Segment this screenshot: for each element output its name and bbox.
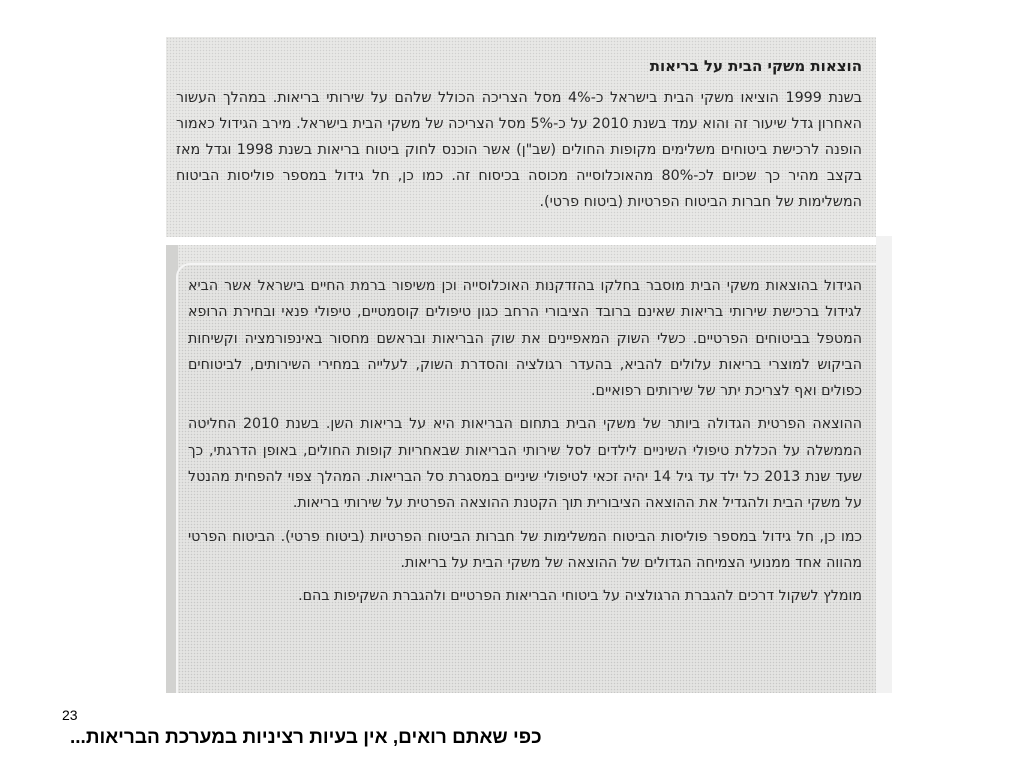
slide-caption: כפי שאתם רואים, אין בעיות רציניות במערכת הבריאות... — [70, 727, 542, 748]
panel-paragraph-2: ההוצאה הפרטית הגדולה ביותר של משקי הבית בתחום הבריאות היא על בריאות השן. בשנת 2010 החליטה הממשלה על הכללת טיפולי השיניים לילדים לסל שירותי הבריאות שבאחריות קופות החולים, באופן הדרגתי, כך שעד שנת 2013 כל ילד עד גיל 14 יהיה זכאי לטיפולי שיניים במסגרת סל הבריאות. המהלך צפוי להפחית מהנטל על משקי הבית ולהגדיל את ההוצאה הציבורית תוך הקטנת ההוצאה הפרטית על שירותי בריאות. — [188, 416, 863, 512]
panel-paragraph-1: הגידול בהוצאות משקי הבית מוסבר בחלקו בהזדקנות האוכלוסייה וכן משיפור ברמת החיים בישראל אשר הביא לגידול ברכישת שירותי בריאות שאינם ברובד הציבורי הרחב כגון טיפולים קוסמטיים, טיפולי פנאי ובחירת הרופא המטפל בביטוחים הפרטיים. כשלי השוק המאפיינים את שוק הבריאות ובראשם מחסור באינפורמציה וקשיחות הביקוש למוצרי בריאות עלולים להביא, בהעדר רגולציה והסדרת השוק, לעלייה במחירי השירותים, לביטוחים כפולים ואף לצריכת יתר של שירותים רפואיים. — [188, 278, 862, 400]
page-number: 23 — [62, 707, 78, 723]
scan-gap — [166, 237, 876, 245]
top-section — [166, 37, 876, 237]
scan-right-margin — [876, 236, 892, 693]
section-title: הוצאות משקי הבית על בריאות — [649, 57, 862, 75]
boxed-panel — [176, 263, 876, 693]
scanned-document — [166, 37, 876, 693]
intro-paragraph: בשנת 1999 הוציאו משקי הבית בישראל כ-4% מסל הצריכה הכולל שלהם על שירותי בריאות. במהלך העשור האחרון גדל שיעור זה והוא עמד בשנת 2010 על כ-5% מסל הצריכה של משקי הבית בישראל. מירב הגידול כאמור הופנה לרכישת ביטוחים משלימים מקופות החולים (שב"ן) אשר הוכנס לחוק ביטוח בריאות בשנת 1998 וגדל מאז בקצב מהיר כך שכיום לכ-80% מהאוכלוסייה מכוסה בכיסוח זה. כמו כן, חל גידול במספר פוליסות הביטוח המשלימות של חברות הביטוח הפרטיות (ביטוח פרטי). — [176, 90, 862, 210]
panel-paragraph-4: מומלץ לשקול דרכים להגברת הרגולציה על ביטוחי הבריאות הפרטיים ולהגברת השקיפות בהם. — [298, 588, 862, 605]
panel-paragraph-3: כמו כן, חל גידול במספר פוליסות הביטוח המשלימות של חברות הביטוח הפרטיות (ביטוח פרטי). הביטוח הפרטי מהווה אחד ממנועי הצמיחה הגדולים של ההוצאה של משקי הבית על בריאות. — [188, 528, 862, 571]
